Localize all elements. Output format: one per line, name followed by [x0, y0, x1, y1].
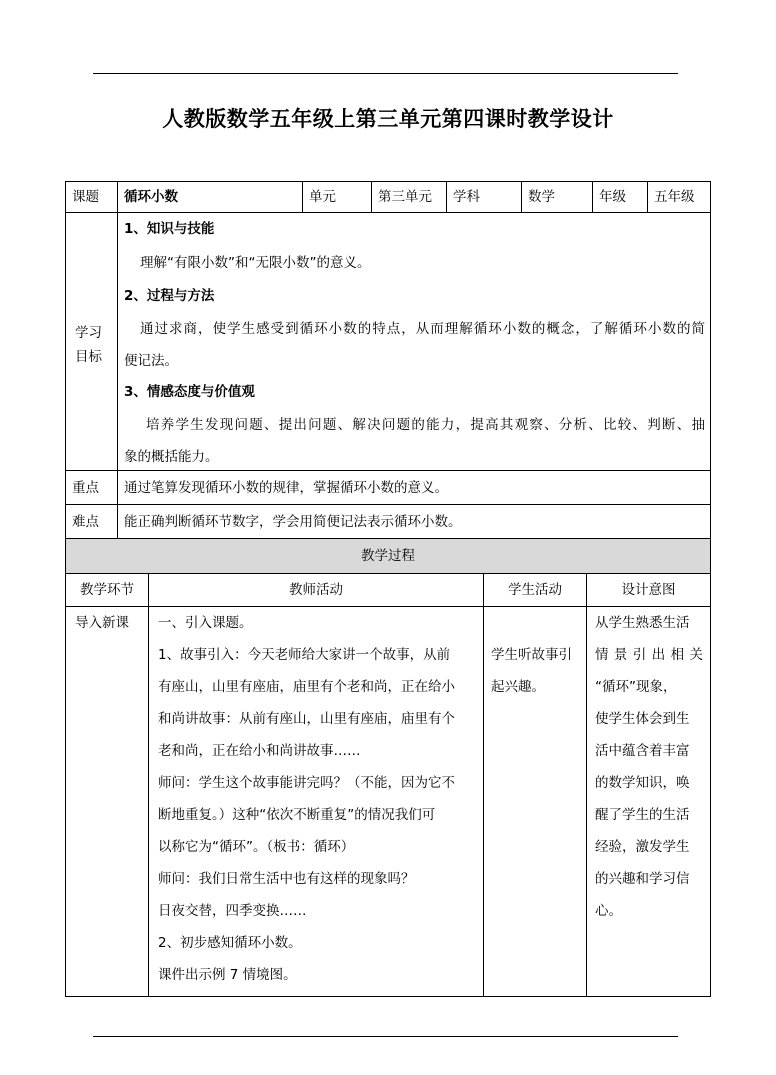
student-line: 学生听故事引: [491, 647, 572, 663]
design-intent-cell: [586, 606, 711, 997]
col-header-teacher: 教师活动: [148, 573, 484, 607]
teacher-line: 日夜交替，四季变换……: [158, 903, 307, 919]
objective-text-knowledge: 理解“有限小数”和“无限小数”的意义。: [140, 255, 371, 271]
key-point-text: 通过笔算发现循环小数的规律，掌握循环小数的意义。: [117, 470, 711, 505]
objective-text-attitude-2: 象的概括能力。: [124, 449, 219, 465]
intent-line: 情景引出相关: [595, 647, 703, 663]
teacher-line: 老和尚，正在给小和尚讲故事……: [158, 743, 361, 759]
objective-heading-process: 2、过程与方法: [124, 288, 215, 304]
topic-value: 循环小数: [117, 181, 303, 213]
intent-line: 的数学知识，唤: [595, 775, 690, 791]
grade-label: 年级: [592, 181, 648, 213]
topic-label: 课题: [65, 181, 118, 213]
intent-line: “循环”现象，: [595, 679, 677, 695]
teacher-line: 师问：学生这个故事能讲完吗？（不能，因为它不: [158, 775, 455, 791]
objectives-label-line1: 学习: [75, 325, 102, 341]
stage-name: 导入新课: [75, 615, 129, 631]
col-header-stage: 教学环节: [65, 573, 149, 607]
objectives-label-cell: [65, 212, 118, 471]
teacher-line: 2、初步感知循环小数。: [158, 935, 302, 951]
objectives-label-line2: 目标: [75, 349, 102, 365]
subject-value: 数学: [521, 181, 593, 213]
objective-heading-attitude: 3、情感态度与价值观: [124, 384, 255, 400]
key-point-label: 重点: [65, 470, 118, 505]
intent-line: 醒了学生的生活: [595, 807, 690, 823]
student-line: 起兴趣。: [491, 679, 545, 695]
unit-label: 单元: [302, 181, 372, 213]
teacher-line: 师问：我们日常生活中也有这样的现象吗？: [158, 871, 415, 887]
objectives-content: [117, 212, 711, 471]
col-header-student: 学生活动: [483, 573, 587, 607]
objective-text-process-2: 便记法。: [124, 353, 178, 369]
teacher-line: 和尚讲故事：从前有座山，山里有座庙，庙里有个: [158, 711, 455, 727]
unit-value: 第三单元: [371, 181, 447, 213]
document-title: 人教版数学五年级上第三单元第四课时教学设计: [162, 107, 614, 131]
student-activity-cell: [483, 606, 587, 997]
teacher-line: 课件出示例 7 情境图。: [158, 967, 297, 983]
intent-line: 从学生熟悉生活: [595, 615, 690, 631]
teacher-activity-cell: [148, 606, 484, 997]
teacher-line: 有座山，山里有座庙，庙里有个老和尚，正在给小: [158, 679, 455, 695]
intent-line: 活中蕴含着丰富: [595, 743, 690, 759]
teacher-line: 断地重复。）这种“依次不断重复”的情况我们可: [158, 807, 436, 823]
stage-cell: [65, 606, 149, 997]
difficulty-text: 能正确判断循环节数字，学会用简便记法表示循环小数。: [117, 504, 711, 539]
teacher-line: 1、故事引入：今天老师给大家讲一个故事，从前: [158, 647, 451, 663]
col-header-intent: 设计意图: [586, 573, 711, 607]
intent-line: 的兴趣和学习信: [595, 871, 690, 887]
intent-line: 心。: [595, 903, 622, 919]
subject-label: 学科: [446, 181, 522, 213]
intent-line: 经验，激发学生: [595, 839, 690, 855]
objective-heading-knowledge: 1、知识与技能: [124, 221, 215, 237]
grade-value: 五年级: [647, 181, 711, 213]
difficulty-label: 难点: [65, 504, 118, 539]
objective-text-attitude-1: 培养学生发现问题、提出问题、解决问题的能力，提高其观察、分析、比较、判断、抽: [146, 417, 705, 433]
teacher-line: 一、引入课题。: [158, 615, 253, 631]
header-rule: [93, 73, 678, 74]
intent-line: 使学生体会到生: [595, 711, 690, 727]
teacher-line: 以称它为“循环”。（板书：循环）: [158, 839, 355, 855]
process-header: 教学过程: [65, 538, 711, 574]
objective-text-process-1: 通过求商，使学生感受到循环小数的特点，从而理解循环小数的概念，了解循环小数的简: [140, 321, 705, 337]
footer-rule: [93, 1036, 678, 1037]
